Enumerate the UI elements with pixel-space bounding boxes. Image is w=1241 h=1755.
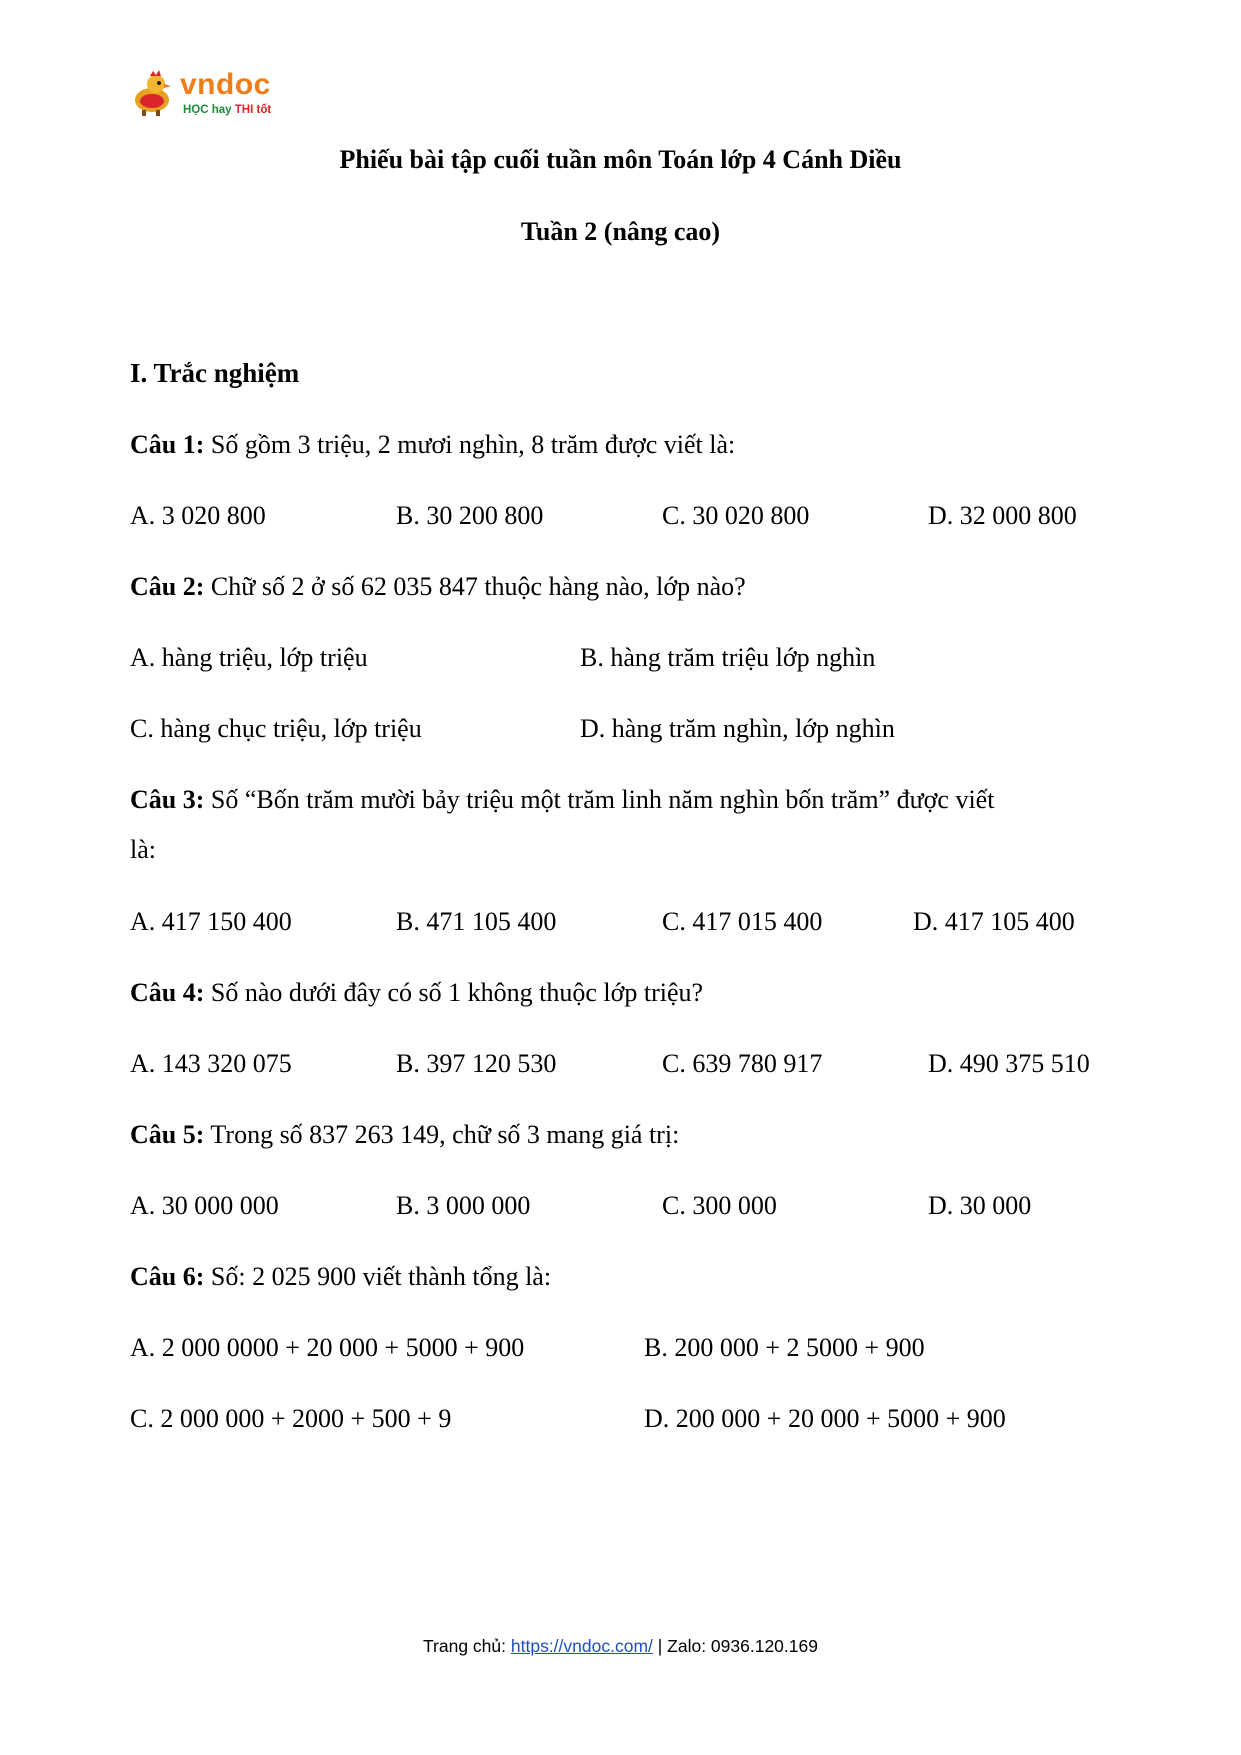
question-3-continuation: là:	[130, 835, 156, 864]
question-text: Trong số 837 263 149, chữ số 3 mang giá trị:	[204, 1120, 680, 1149]
question-text: Chữ số 2 ở số 62 035 847 thuộc hàng nào, lớp nào?	[204, 572, 746, 601]
question-2	[130, 572, 746, 602]
homepage-link[interactable]: https://vndoc.com/	[510, 1636, 653, 1656]
footer-prefix: Trang chủ:	[423, 1636, 511, 1656]
question-label: Câu 3:	[130, 785, 205, 814]
option-c: C. 30 020 800	[662, 501, 810, 530]
cartoon-rooster-icon	[130, 70, 178, 118]
logo-tagline-part1: HỌC hay	[183, 104, 235, 116]
question-5	[130, 1120, 679, 1150]
question-4	[130, 978, 703, 1008]
page-footer	[0, 1636, 1241, 1657]
option-c: C. 2 000 000 + 2000 + 500 + 9	[130, 1404, 452, 1433]
option-a: A. hàng triệu, lớp triệu	[130, 643, 368, 672]
footer-contact: | Zalo: 0936.120.169	[652, 1636, 818, 1656]
question-text: Số nào dưới đây có số 1 không thuộc lớp triệu?	[204, 978, 704, 1007]
question-text: Số gồm 3 triệu, 2 mươi nghìn, 8 trăm được viết là:	[204, 430, 736, 459]
logo-tagline	[183, 104, 271, 116]
question-label: Câu 6:	[130, 1262, 205, 1291]
option-b: B. 200 000 + 2 5000 + 900	[644, 1333, 925, 1362]
option-c: C. 300 000	[662, 1191, 777, 1220]
logo-brand-text: vndoc	[180, 68, 271, 101]
option-d: D. 490 375 510	[928, 1049, 1090, 1078]
option-a: A. 143 320 075	[130, 1049, 292, 1078]
question-3	[130, 785, 994, 815]
option-a: A. 30 000 000	[130, 1191, 279, 1220]
question-label: Câu 5:	[130, 1120, 205, 1149]
question-6	[130, 1262, 551, 1292]
option-c: C. 639 780 917	[662, 1049, 823, 1078]
option-a: A. 3 020 800	[130, 501, 266, 530]
option-d: D. hàng trăm nghìn, lớp nghìn	[580, 714, 895, 743]
document-title: Phiếu bài tập cuối tuần môn Toán lớp 4 Cánh Diều	[339, 145, 902, 174]
section-heading: I. Trắc nghiệm	[130, 358, 300, 388]
option-c: C. 417 015 400	[662, 907, 823, 936]
option-d: D. 417 105 400	[913, 907, 1075, 936]
option-d: D. 30 000	[928, 1191, 1032, 1220]
option-b: B. 471 105 400	[396, 907, 557, 936]
option-a: A. 2 000 0000 + 20 000 + 5000 + 900	[130, 1333, 525, 1362]
question-text: Số: 2 025 900 viết thành tổng là:	[204, 1262, 552, 1291]
option-b: B. 397 120 530	[396, 1049, 557, 1078]
option-b: B. 3 000 000	[396, 1191, 531, 1220]
question-label: Câu 1:	[130, 430, 205, 459]
question-1	[130, 430, 735, 460]
option-c: C. hàng chục triệu, lớp triệu	[130, 714, 422, 743]
option-d: D. 32 000 800	[928, 501, 1077, 530]
question-label: Câu 4:	[130, 978, 205, 1007]
option-d: D. 200 000 + 20 000 + 5000 + 900	[644, 1404, 1006, 1433]
option-b: B. 30 200 800	[396, 501, 544, 530]
logo-tagline-part2: THI tốt	[234, 104, 272, 116]
vndoc-logo	[130, 70, 290, 122]
option-b: B. hàng trăm triệu lớp nghìn	[580, 643, 876, 672]
question-label: Câu 2:	[130, 572, 205, 601]
question-text: Số “Bốn trăm mười bảy triệu một trăm linh năm nghìn bốn trăm” được viết	[204, 785, 995, 814]
document-subtitle: Tuần 2 (nâng cao)	[520, 217, 721, 246]
option-a: A. 417 150 400	[130, 907, 292, 936]
